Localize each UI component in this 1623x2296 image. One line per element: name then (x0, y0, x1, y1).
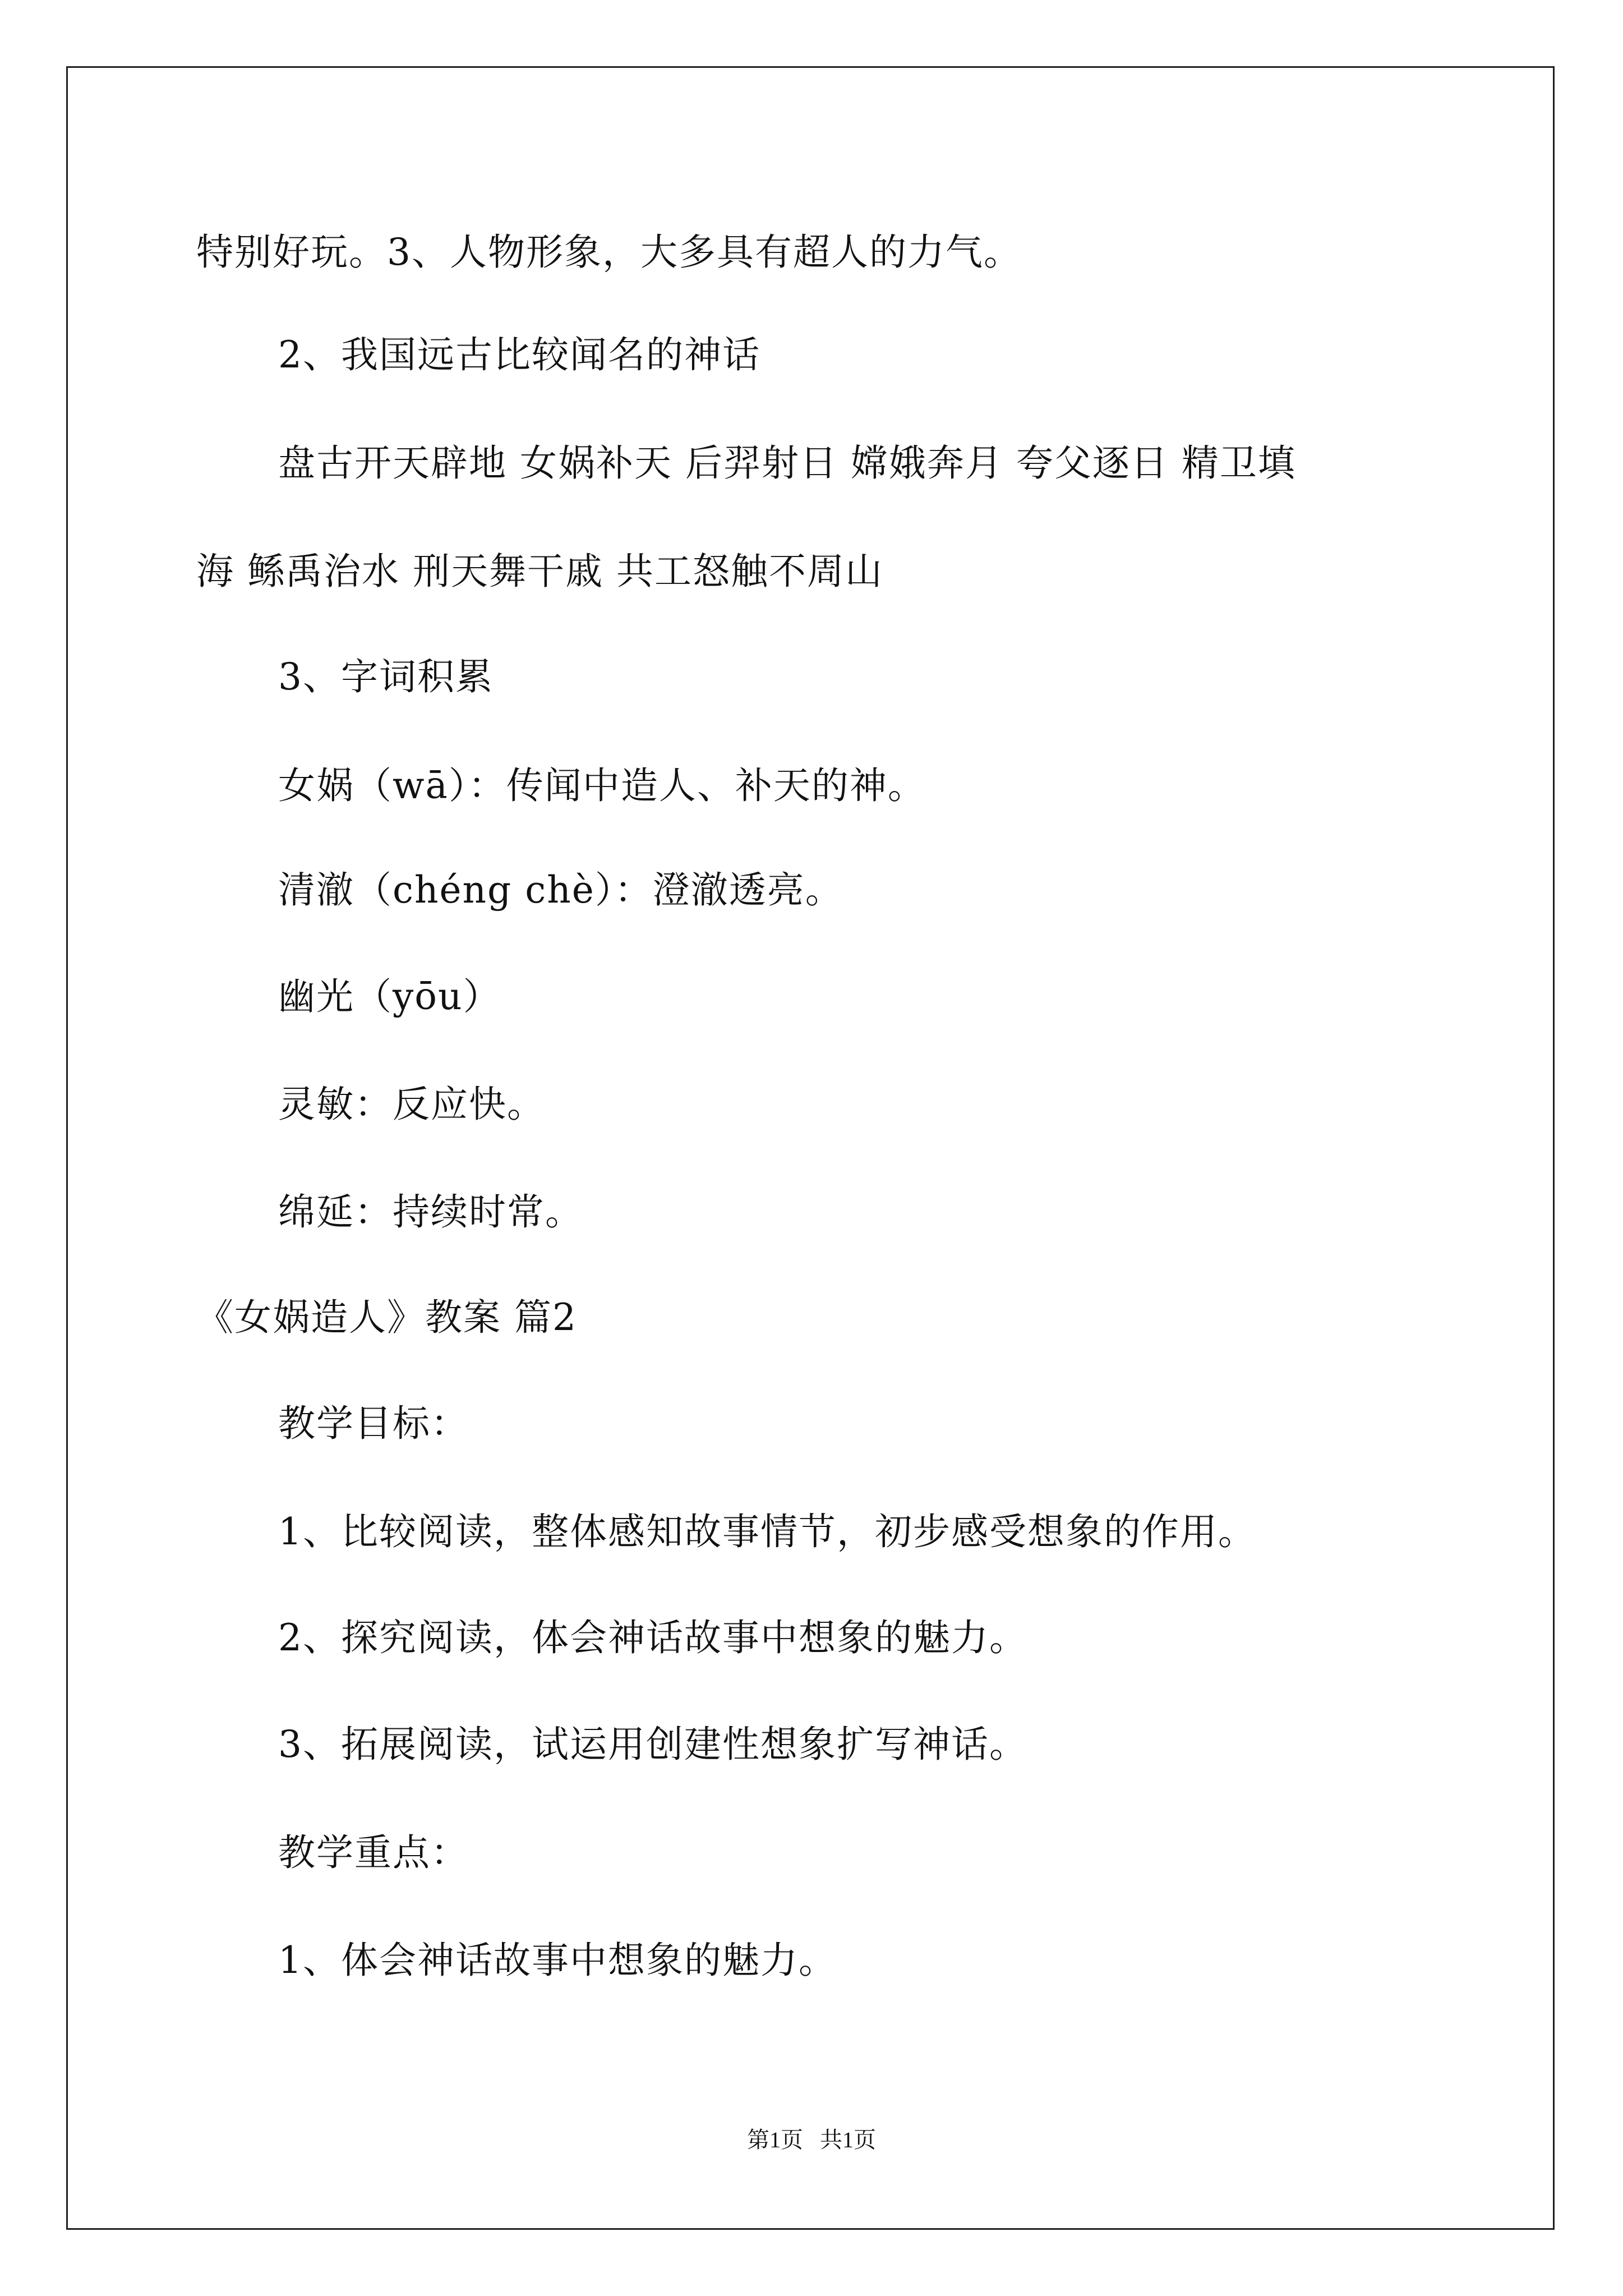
paragraph-line-17: 1、体会神话故事中想象的魅力。 (278, 1939, 837, 1982)
paragraph-line-5: 3、字词积累 (278, 655, 494, 698)
paragraph-line-12: 教学目标： (278, 1402, 469, 1445)
paragraph-line-8: 幽光（yōu） (278, 975, 501, 1018)
paragraph-line-15: 3、拓展阅读，试运用创建性想象扩写神话。 (278, 1723, 1027, 1766)
paragraph-line-16: 教学重点： (278, 1831, 469, 1874)
page-footer: 第1页 共1页 (747, 2127, 876, 2152)
paragraph-line-3: 盘古开天辟地 女娲补天 后羿射日 嫦娥奔月 夸父逐日 精卫填 (278, 441, 1296, 485)
paragraph-line-2: 2、我国远古比较闻名的神话 (278, 333, 760, 376)
paragraph-line-13: 1、比较阅读，整体感知故事情节，初步感受想象的作用。 (278, 1510, 1256, 1553)
paragraph-line-14: 2、探究阅读，体会神话故事中想象的魅力。 (278, 1616, 1027, 1659)
page-border (66, 66, 1555, 2230)
paragraph-line-4: 海 鲧禹治水 刑天舞干戚 共工怒触不周山 (196, 550, 883, 593)
paragraph-line-10: 绵延：持续时常。 (278, 1190, 583, 1234)
paragraph-line-9: 灵敏：反应快。 (278, 1083, 545, 1126)
paragraph-line-7: 清澈（chéng chè）：澄澈透亮。 (278, 868, 843, 912)
section-heading: 《女娲造人》教案 篇2 (196, 1296, 577, 1339)
paragraph-line-6: 女娲（wā）：传闻中造人、补天的神。 (278, 764, 926, 807)
paragraph-line-1: 特别好玩。3、人物形象，大多具有超人的力气。 (196, 231, 1022, 274)
